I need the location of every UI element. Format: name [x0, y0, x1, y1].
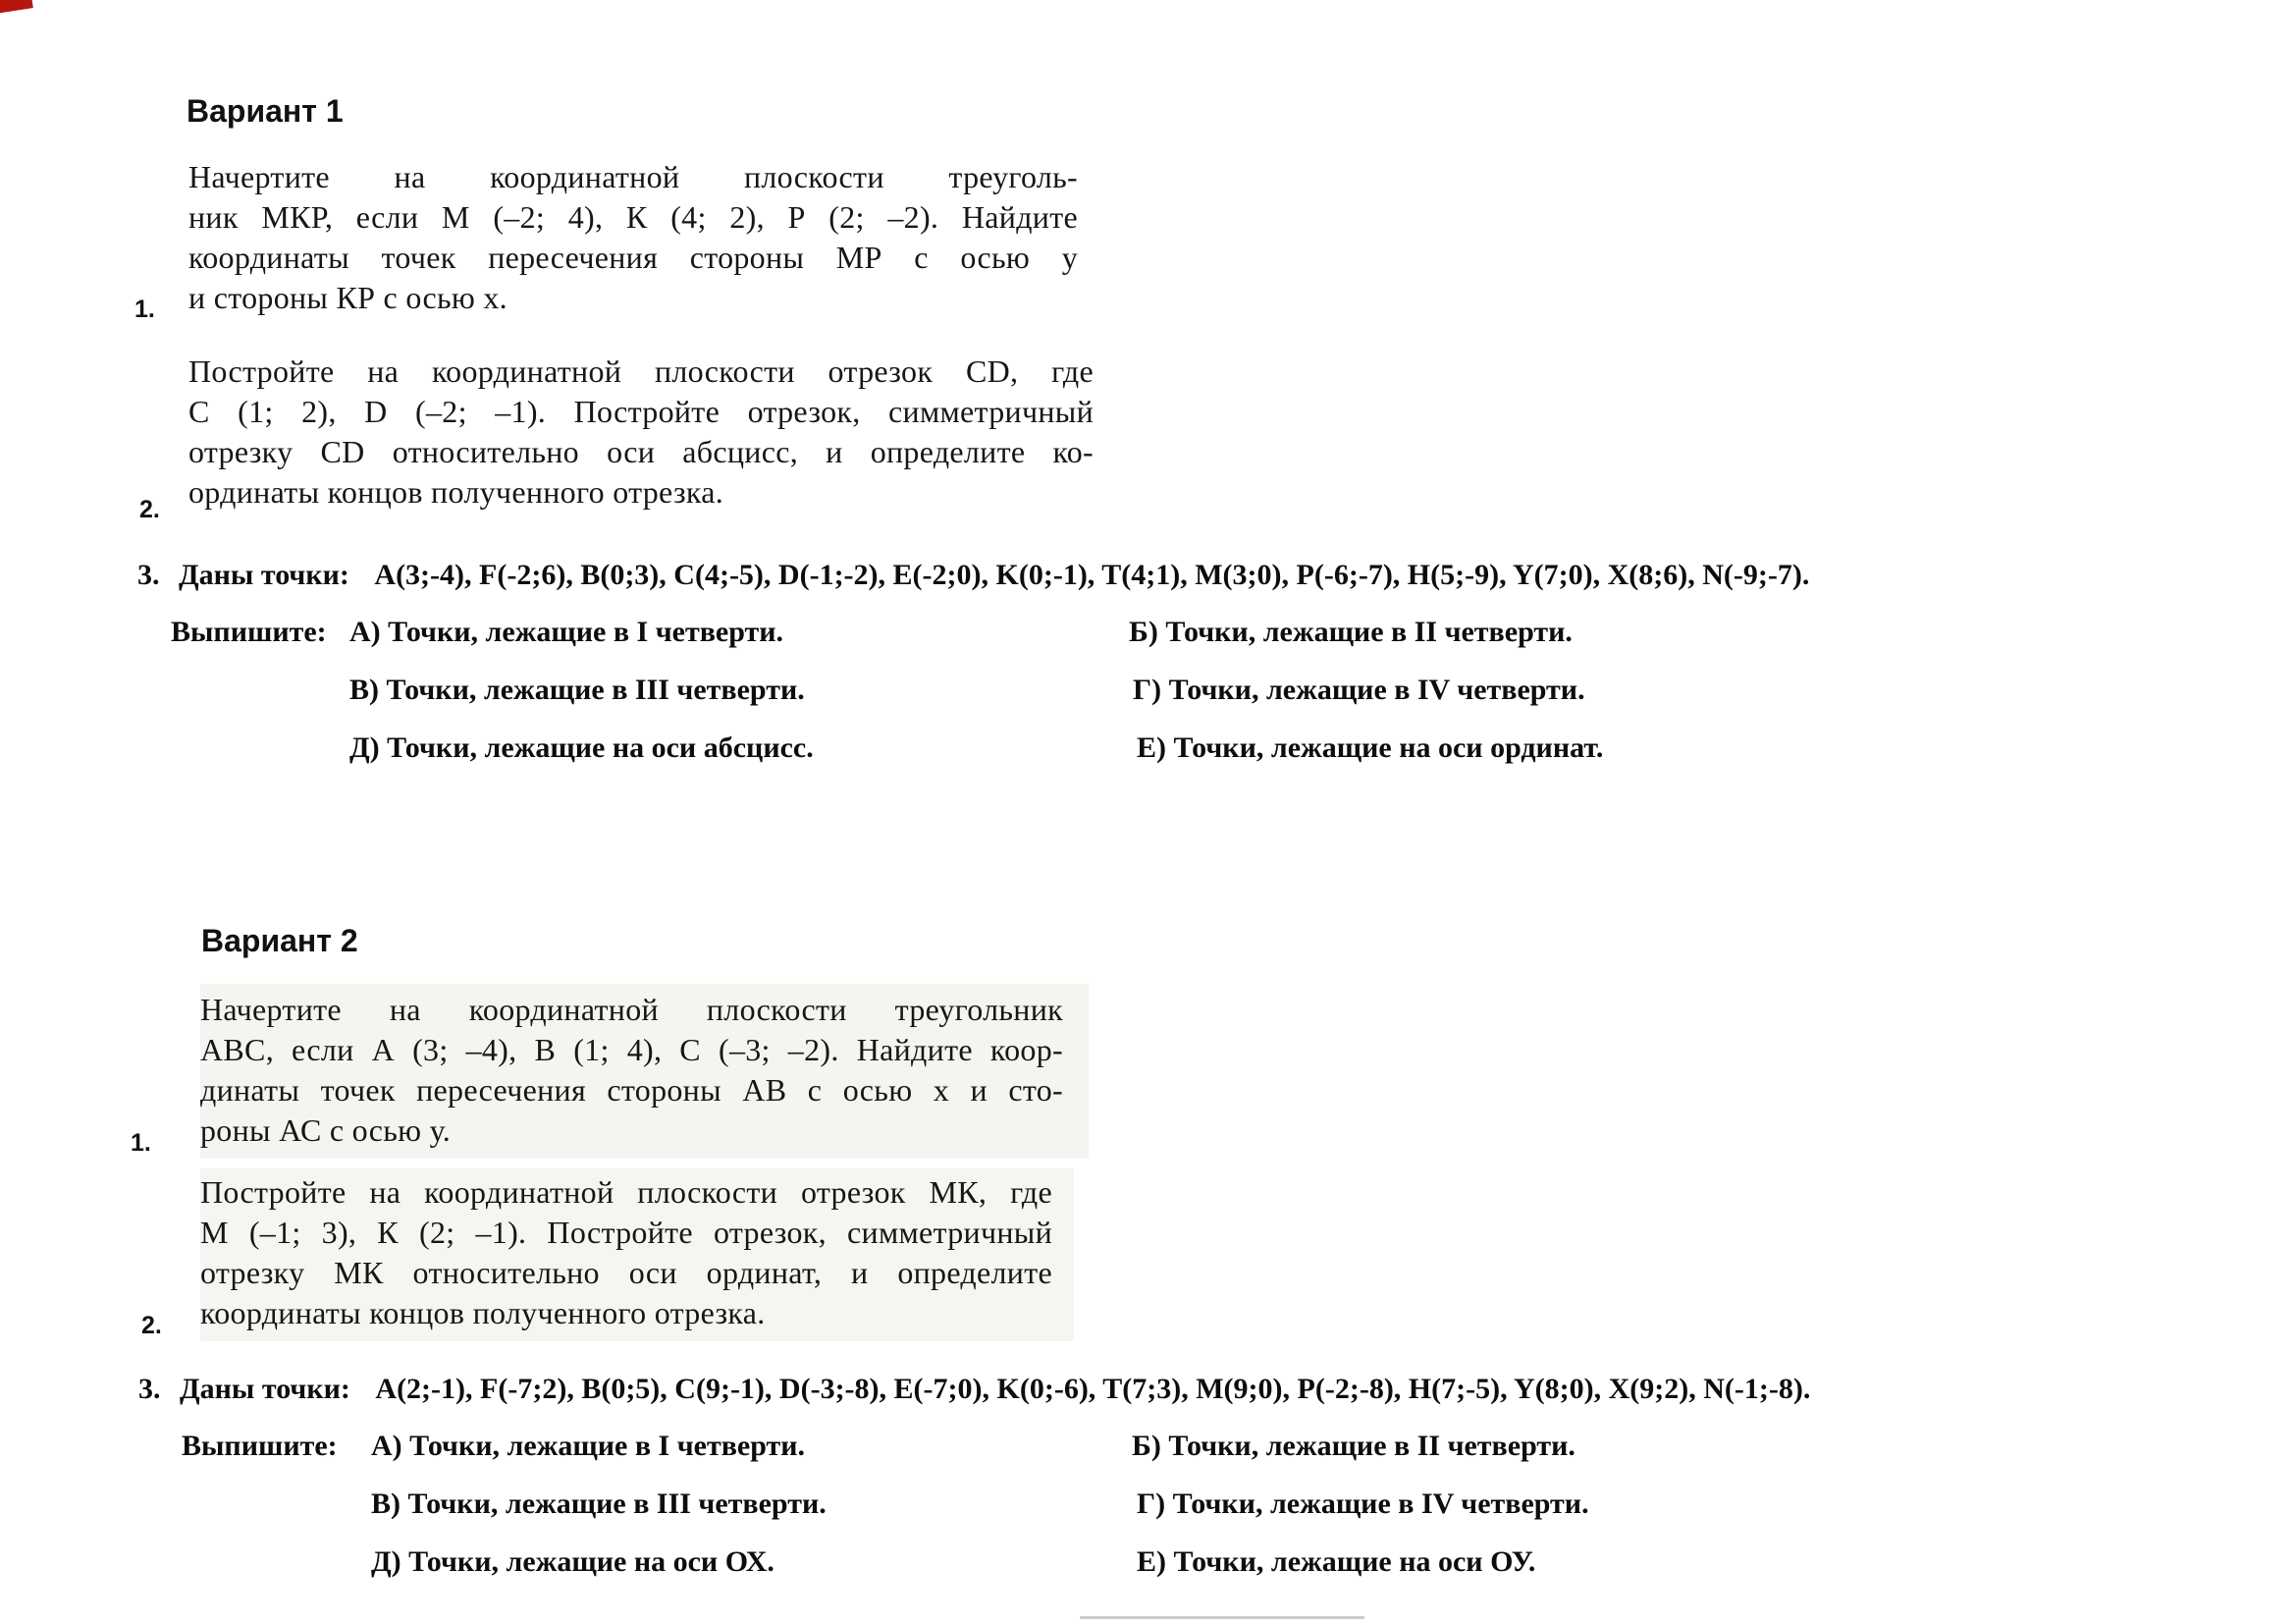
variant-1-problem-2-number: 2. — [139, 496, 160, 523]
variant-1-problem-3-points: A(3;-4), F(-2;6), B(0;3), C(4;-5), D(-1;-2), E(-2;0), K(0;-1), T(4;1), M(3;0), P(-6;-7), H(5;-9), Y(7;0), X(8;6), N(-9;-7). — [374, 559, 1810, 591]
variant-2-problem-3-number: 3. — [138, 1373, 161, 1405]
text-line: динаты точек пересечения стороны АВ с осью х и сто- — [200, 1072, 1063, 1108]
text-line: Постройте на координатной плоскости отрезок CD, где — [188, 353, 1094, 389]
variant-1-problem-3-label: Даны точки: — [179, 559, 349, 591]
text-line: АВС, если А (3; –4), В (1; 4), С (–3; –2). Найдите коор- — [200, 1032, 1063, 1067]
variant-2-problem-1-text — [200, 984, 1089, 1159]
text-line: ординаты концов полученного отрезка. — [188, 474, 724, 510]
text-line: Постройте на координатной плоскости отрезок МК, где — [200, 1174, 1052, 1210]
text-line: Начертите на координатной плоскости треугольник — [200, 992, 1063, 1027]
variant-1-quadrant-item-b: Б) Точки, лежащие в II четверти. — [1129, 616, 1573, 648]
variant-2-problem-2-number: 2. — [141, 1312, 162, 1339]
variant-2-instruction: Выпишите: — [182, 1430, 338, 1462]
text-line: С (1; 2), D (–2; –1). Постройте отрезок, симметричный — [188, 394, 1094, 429]
variant-2-quadrant-item-b: Б) Точки, лежащие в II четверти. — [1132, 1430, 1575, 1462]
text-line: координаты концов полученного отрезка. — [200, 1295, 766, 1330]
variant-1-quadrant-item-g: Г) Точки, лежащие в IV четверти. — [1133, 674, 1585, 706]
variant-1-quadrant-item-d: Д) Точки, лежащие на оси абсцисс. — [349, 731, 814, 764]
variant-2-quadrant-item-g: Г) Точки, лежащие в IV четверти. — [1137, 1488, 1589, 1520]
scan-corner-artifact — [0, 0, 33, 14]
variant-1-instruction: Выпишите: — [171, 616, 327, 648]
variant-1-quadrant-item-v: В) Точки, лежащие в III четверти. — [349, 674, 805, 706]
variant-2-quadrant-item-v: В) Точки, лежащие в III четверти. — [371, 1488, 827, 1520]
variant-1-title: Вариант 1 — [187, 93, 344, 129]
variant-2-problem-1-number: 1. — [131, 1129, 151, 1157]
scan-bottom-artifact — [1080, 1616, 1364, 1619]
text-line: координаты точек пересечения стороны МР с осью у — [188, 240, 1078, 275]
text-line: М (–1; 3), К (2; –1). Постройте отрезок, симметричный — [200, 1215, 1052, 1250]
variant-2-problem-2-text — [200, 1168, 1074, 1341]
text-line: ник МКР, если М (–2; 4), К (4; 2), Р (2; –2). Найдите — [188, 199, 1078, 235]
variant-1-problem-3-row — [137, 559, 1809, 592]
text-line: отрезку МК относительно оси ординат, и определите — [200, 1255, 1052, 1290]
variant-2-title: Вариант 2 — [201, 923, 358, 958]
variant-1-problem-2-text — [188, 352, 1094, 513]
text-line: и стороны КР с осью х. — [188, 280, 507, 315]
text-line: роны АС с осью у. — [200, 1112, 452, 1148]
variant-1-quadrant-item-e: Е) Точки, лежащие на оси ординат. — [1137, 731, 1604, 764]
variant-2-quadrant-item-d: Д) Точки, лежащие на оси ОХ. — [371, 1545, 774, 1578]
variant-2-quadrant-item-e: Е) Точки, лежащие на оси ОУ. — [1137, 1545, 1536, 1578]
variant-2-problem-3-label: Даны точки: — [180, 1373, 350, 1405]
text-line: отрезку CD относительно оси абсцисс, и определите ко- — [188, 434, 1094, 469]
variant-1-quadrant-item-a: А) Точки, лежащие в I четверти. — [349, 616, 784, 648]
variant-2-problem-3-row — [138, 1373, 1810, 1406]
variant-1-problem-1-text — [188, 157, 1078, 318]
variant-1-problem-1-number: 1. — [134, 296, 155, 323]
variant-2-quadrant-item-a: А) Точки, лежащие в I четверти. — [371, 1430, 806, 1462]
variant-1-problem-3-number: 3. — [137, 559, 160, 591]
text-line: Начертите на координатной плоскости треуголь- — [188, 159, 1078, 194]
variant-2-problem-3-points: A(2;-1), F(-7;2), B(0;5), C(9;-1), D(-3;-8), E(-7;0), K(0;-6), T(7;3), M(9;0), P(-2;-8), H(7;-5), Y(8;0), X(9;2), N(-1;-8). — [375, 1373, 1811, 1405]
